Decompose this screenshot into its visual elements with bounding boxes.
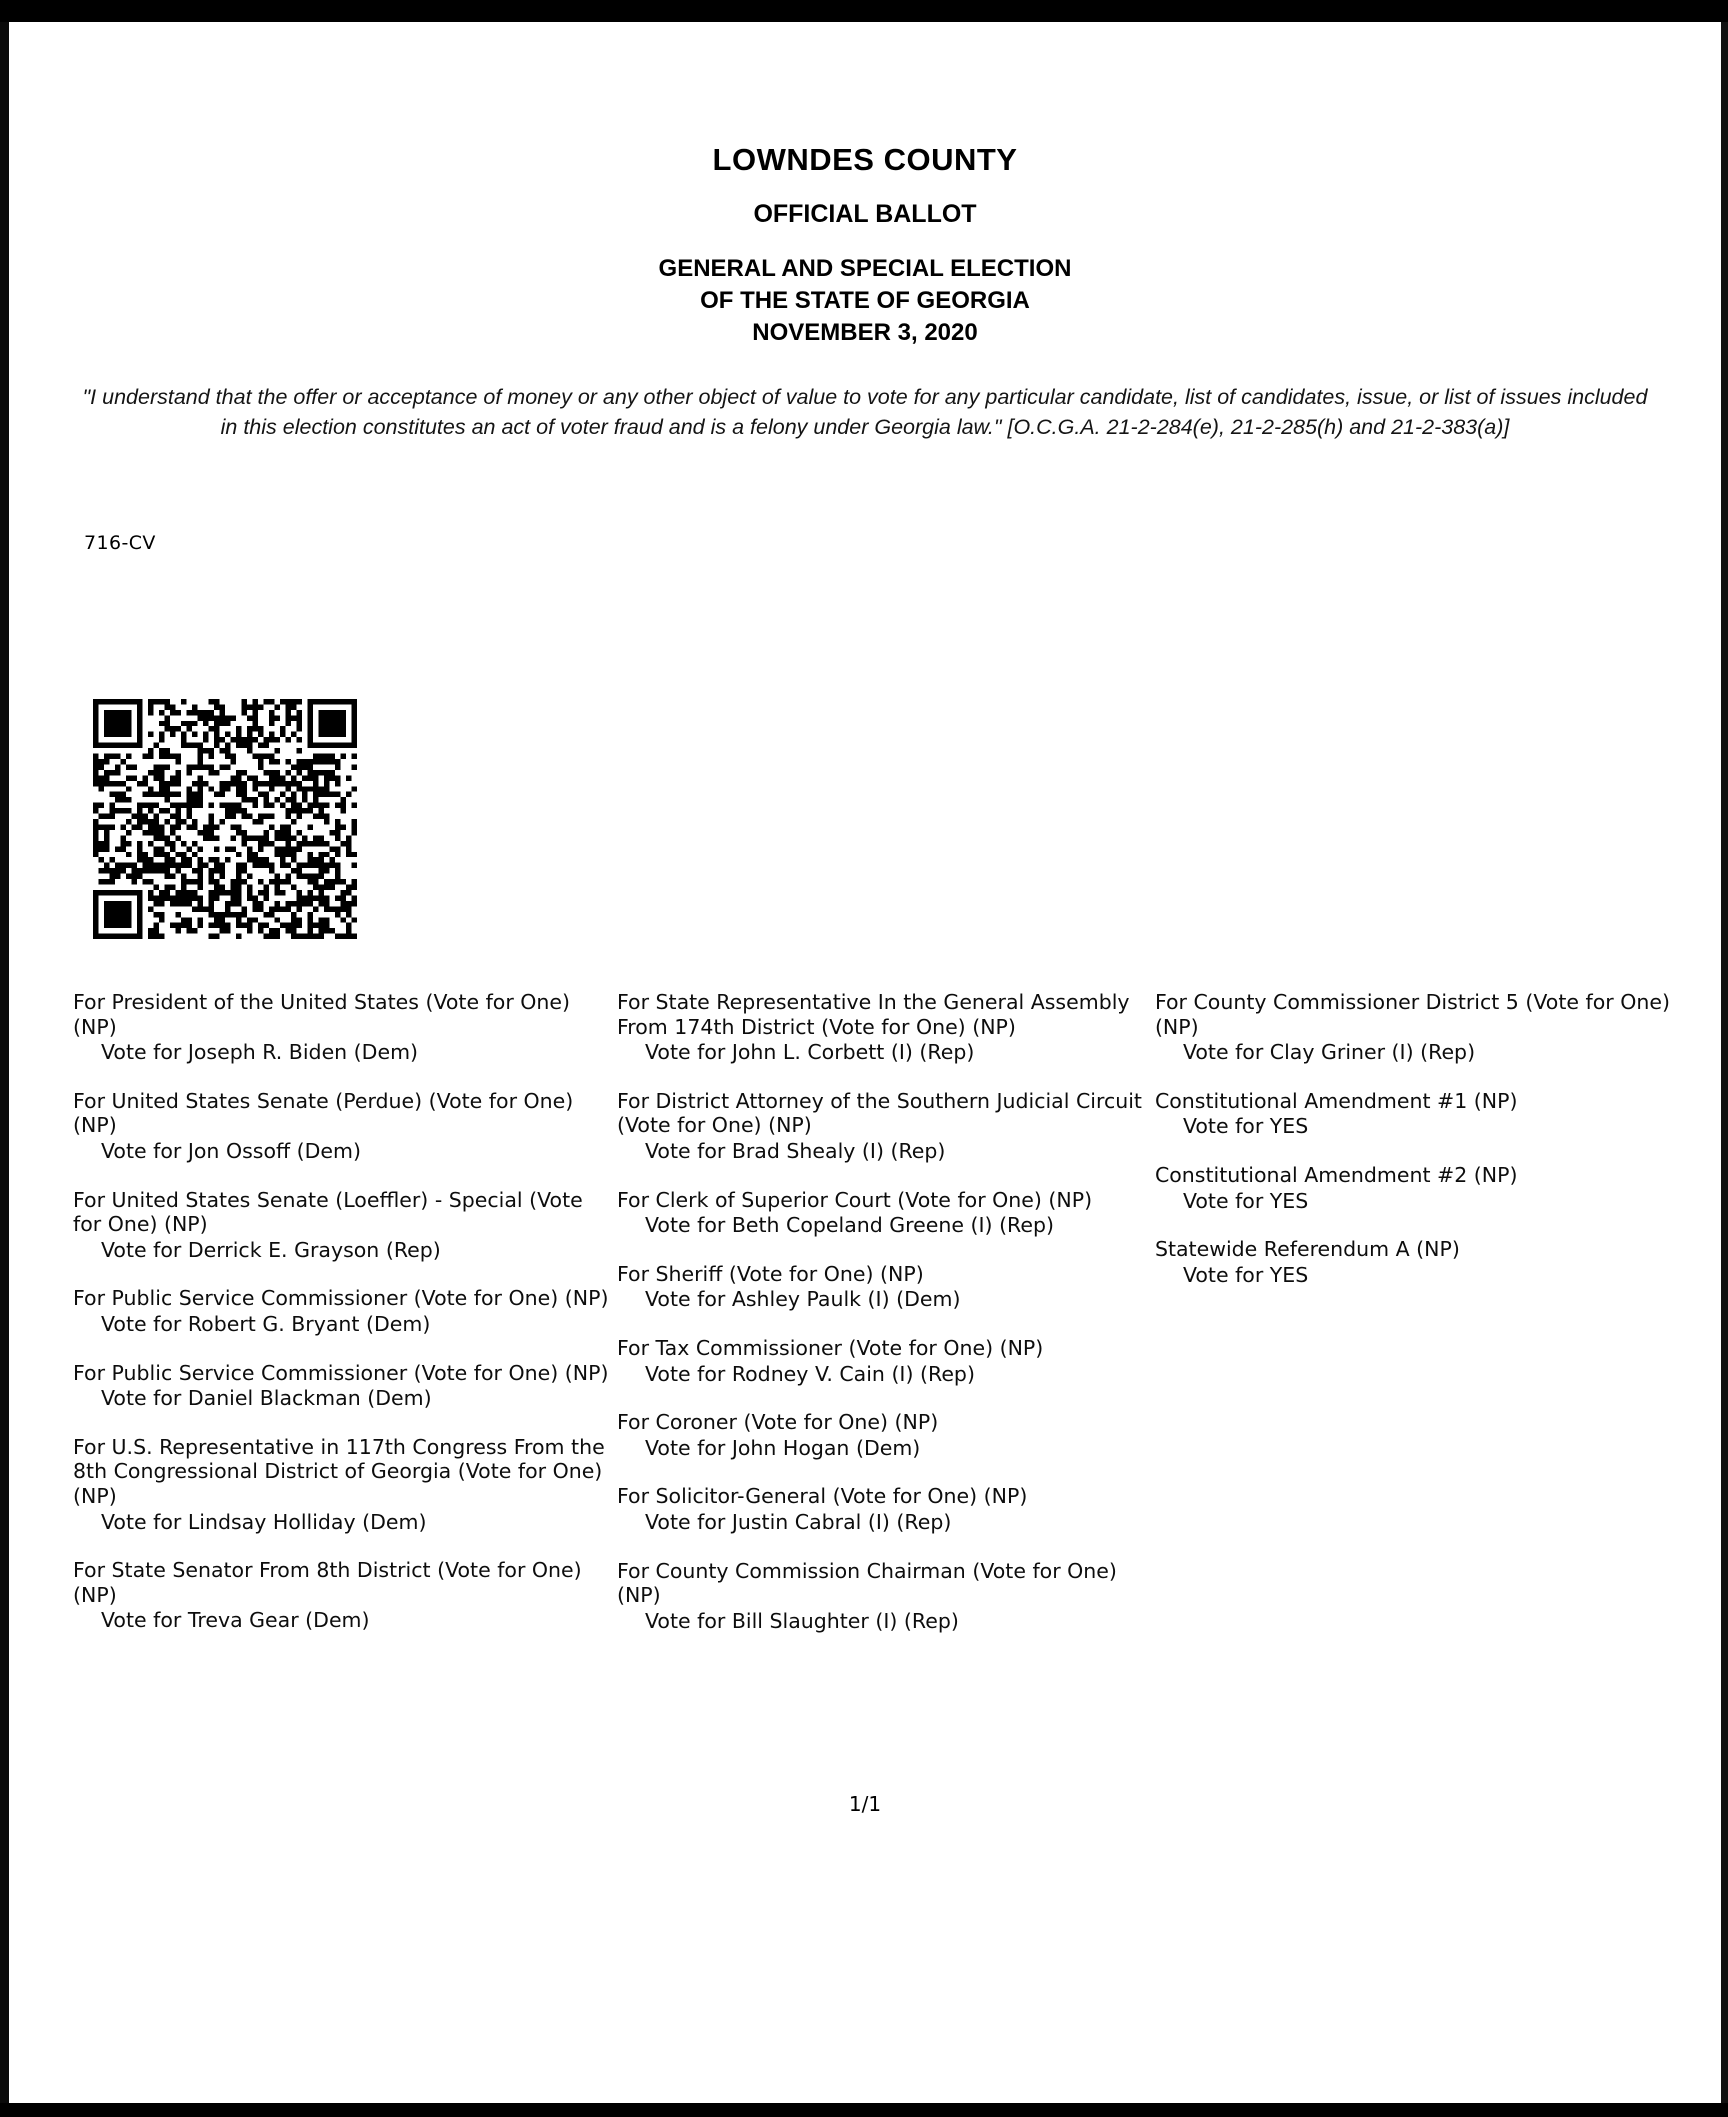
contest-selection: Vote for Clay Griner (I) (Rep) — [1182, 1040, 1476, 1065]
contest-block — [617, 1484, 1155, 1534]
contest-selection: Vote for Treva Gear (Dem) — [101, 1608, 370, 1633]
contest-title: For United States Senate (Loeffler) - Special (Vote for One) (NP) — [73, 1187, 583, 1237]
contest-column-1 — [73, 990, 611, 1657]
contest-title: For Coroner (Vote for One) (NP) — [616, 1410, 939, 1435]
contest-block — [73, 1188, 611, 1263]
contest-columns — [73, 990, 1673, 1657]
contest-block — [73, 990, 611, 1065]
scan-edge-left — [0, 22, 9, 2117]
contest-title: For Solicitor-General (Vote for One) (NP) — [616, 1484, 1028, 1509]
contest-selection: Vote for Jon Ossoff (Dem) — [101, 1138, 361, 1163]
contest-selection: Vote for Beth Copeland Greene (I) (Rep) — [644, 1213, 1055, 1238]
ballot-page — [9, 22, 1721, 2103]
page-title: LOWNDES COUNTY — [712, 142, 1018, 177]
contest-block — [73, 1558, 611, 1633]
qr-code-image — [82, 688, 368, 950]
contest-selection: Vote for Daniel Blackman (Dem) — [101, 1386, 432, 1411]
contest-title: Constitutional Amendment #1 (NP) — [1154, 1088, 1518, 1113]
contest-selection: Vote for Robert G. Bryant (Dem) — [101, 1311, 431, 1336]
contest-title: Constitutional Amendment #2 (NP) — [1154, 1162, 1518, 1187]
contest-title: For State Senator From 8th District (Vote for One) (NP) — [73, 1558, 582, 1607]
contest-block — [617, 1262, 1155, 1312]
contest-title: For Public Service Commissioner (Vote for One) (NP) — [73, 1286, 609, 1311]
scan-edge-right — [1721, 22, 1728, 2117]
page-number: 1/1 — [848, 1792, 882, 1816]
contest-block — [1155, 1237, 1673, 1287]
contest-selection: Vote for YES — [1182, 1262, 1309, 1287]
contest-selection: Vote for Bill Slaughter (I) (Rep) — [644, 1608, 959, 1633]
contest-column-2 — [617, 990, 1155, 1657]
contest-title: For President of the United States (Vote for One) (NP) — [73, 990, 571, 1039]
ballot-subtitle: OFFICIAL BALLOT — [753, 200, 977, 228]
contest-selection: Vote for Lindsay Holliday (Dem) — [101, 1509, 427, 1534]
contest-selection: Vote for Derrick E. Grayson (Rep) — [101, 1237, 441, 1262]
contest-title: For Public Service Commissioner (Vote for One) (NP) — [73, 1360, 609, 1385]
contest-block — [73, 1435, 611, 1534]
election-date: NOVEMBER 3, 2020 — [752, 319, 978, 346]
contest-title: For United States Senate (Perdue) (Vote for One) (NP) — [73, 1088, 574, 1138]
contest-title: For Clerk of Superior Court (Vote for One) (NP) — [616, 1187, 1093, 1212]
contest-selection: Vote for YES — [1182, 1188, 1309, 1213]
contest-title: For Sheriff (Vote for One) (NP) — [616, 1261, 924, 1286]
contest-selection: Vote for John Hogan (Dem) — [644, 1435, 921, 1460]
contest-title: For State Representative In the General Assembly From 174th District (Vote for One) (NP) — [616, 990, 1130, 1039]
contest-title: For District Attorney of the Southern Judicial Circuit (Vote for One) (NP) — [616, 1088, 1142, 1138]
contest-block — [617, 990, 1155, 1065]
contest-title: For Tax Commissioner (Vote for One) (NP) — [616, 1335, 1044, 1360]
election-name-line-2: OF THE STATE OF GEORGIA — [700, 287, 1030, 314]
voter-fraud-oath-text: "I understand that the offer or acceptance of money or any other object of value to vote for any particular candidate, list of candidates, issue, or list of issues included in this election constitutes an act of voter fraud and is a felony under Georgia law." [O.C.G.A. 21-2-284(e), 21-2-285(h) and 21-2-383(a)] — [82, 385, 1648, 439]
contest-selection: Vote for John L. Corbett (I) (Rep) — [644, 1040, 975, 1065]
contest-selection: Vote for Joseph R. Biden (Dem) — [101, 1040, 419, 1065]
contest-block — [617, 1188, 1155, 1238]
contest-selection: Vote for Ashley Paulk (I) (Dem) — [644, 1287, 961, 1312]
scan-edge-bottom — [0, 2103, 1728, 2117]
contest-title: For U.S. Representative in 117th Congress From the 8th Congressional District of Georgia (Vote for One) (NP) — [73, 1434, 605, 1508]
contest-block — [73, 1286, 611, 1336]
contest-block — [1155, 1163, 1673, 1213]
contest-block — [617, 1410, 1155, 1460]
contest-selection: Vote for Justin Cabral (I) (Rep) — [644, 1509, 952, 1534]
election-name-line-1: GENERAL AND SPECIAL ELECTION — [658, 255, 1072, 282]
contest-title: For County Commissioner District 5 (Vote for One) (NP) — [1154, 990, 1670, 1039]
contest-title: For County Commission Chairman (Vote for One) (NP) — [616, 1558, 1117, 1608]
contest-block — [1155, 1089, 1673, 1139]
contest-column-3 — [1155, 990, 1673, 1311]
contest-block — [617, 1336, 1155, 1386]
contest-block — [73, 1361, 611, 1411]
contest-block — [1155, 990, 1673, 1065]
contest-block — [617, 1089, 1155, 1164]
scan-edge-top — [0, 0, 1728, 22]
contest-title: Statewide Referendum A (NP) — [1154, 1237, 1460, 1262]
contest-selection: Vote for Brad Shealy (I) (Rep) — [644, 1138, 946, 1163]
contest-block — [617, 1559, 1155, 1634]
contest-selection: Vote for Rodney V. Cain (I) (Rep) — [644, 1361, 975, 1386]
qr-code — [82, 688, 368, 950]
contest-selection: Vote for YES — [1182, 1114, 1309, 1139]
ballot-style-code: 716-CV — [84, 532, 156, 554]
contest-block — [73, 1089, 611, 1164]
